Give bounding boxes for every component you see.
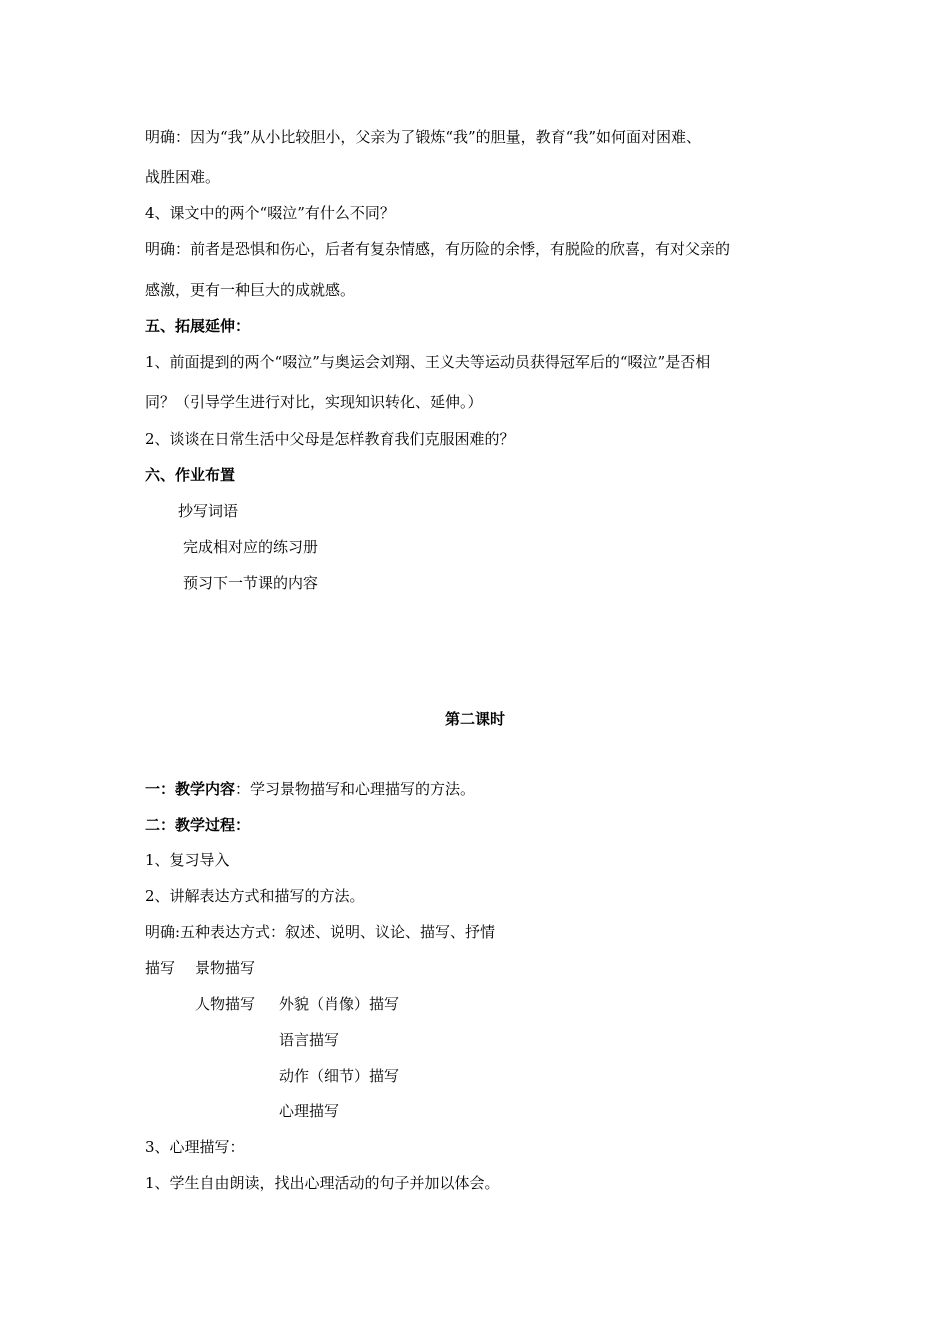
paragraph-line: 1、前面提到的两个“啜泣”与奥运会刘翔、王义夫等运动员获得冠军后的“啜泣”是否相 — [145, 353, 711, 371]
paragraph-line: 明确：因为“我”从小比较胆小，父亲为了锻炼“我”的胆量，教育“我”如何面对困难、 — [145, 128, 702, 146]
question-4: 4、课文中的两个“啜泣”有什么不同？ — [145, 204, 395, 222]
paragraph-line: 感激，更有一种巨大的成就感。 — [145, 281, 356, 299]
description-person: 人物描写 — [195, 995, 256, 1013]
teaching-content-line — [145, 779, 475, 799]
description-language: 语言描写 — [279, 1031, 340, 1049]
description-appearance: 外貌（肖像）描写 — [279, 995, 400, 1013]
description-action: 动作（细节）描写 — [279, 1067, 400, 1085]
homework-item: 预习下一节课的内容 — [183, 574, 319, 592]
paragraph-line: 战胜困难。 — [145, 168, 221, 186]
paragraph-line: 2、谈谈在日常生活中父母是怎样教育我们克服困难的？ — [145, 430, 515, 448]
teaching-content-label: 一：教学内容 — [145, 780, 236, 798]
homework-item: 完成相对应的练习册 — [183, 538, 319, 556]
section-heading-extension: 五、拓展延伸： — [145, 317, 251, 335]
paragraph-line: 明确:五种表达方式：叙述、说明、议论、描写、抒情 — [145, 923, 496, 941]
teaching-content-text: ：学习景物描写和心理描写的方法。 — [235, 780, 476, 798]
lesson-title: 第二课时 — [444, 710, 505, 728]
paragraph-line: 1、学生自由朗读，找出心理活动的句子并加以体会。 — [145, 1174, 500, 1192]
process-step: 3、心理描写： — [145, 1138, 245, 1156]
section-heading-homework: 六、作业布置 — [145, 466, 236, 484]
paragraph-line: 明确：前者是恐惧和伤心，后者有复杂情感，有历险的余悸，有脱险的欣喜，有对父亲的 — [145, 240, 731, 258]
process-step: 2、讲解表达方式和描写的方法。 — [145, 887, 365, 905]
homework-item: 抄写词语 — [178, 502, 239, 520]
paragraph-line: 同？（引导学生进行对比，实现知识转化、延伸。） — [145, 393, 483, 411]
description-scene: 景物描写 — [195, 959, 256, 977]
description-psych: 心理描写 — [279, 1102, 340, 1120]
process-step: 1、复习导入 — [145, 851, 230, 869]
description-label: 描写 — [145, 959, 176, 977]
section-heading-process: 二：教学过程： — [145, 816, 251, 834]
